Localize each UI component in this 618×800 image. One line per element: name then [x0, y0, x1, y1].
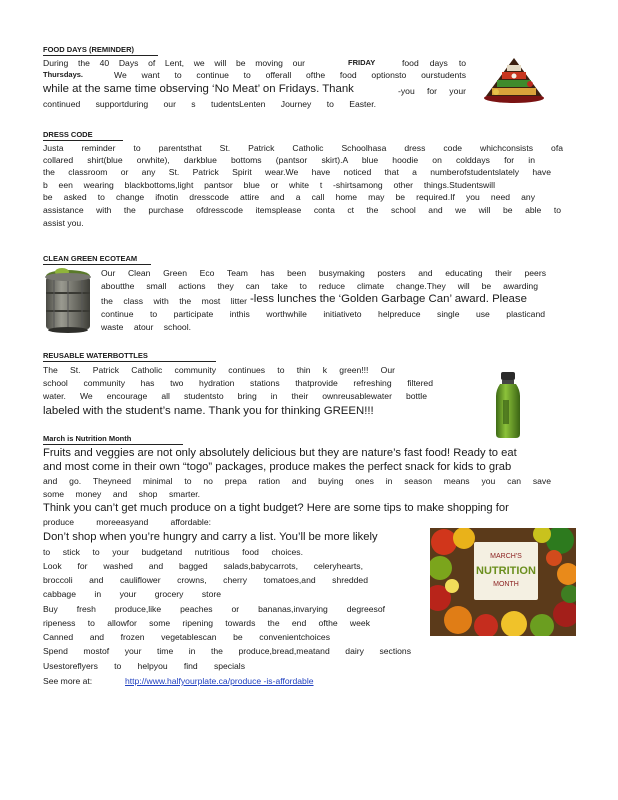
food-line-4: continued supportduring our s tudentsLenten Journey to Easter.: [43, 99, 376, 109]
nutrition-heading: March is Nutrition Month: [43, 434, 183, 445]
eco-line-3b: -less lunches the ‘Golden Garbage Can’ award. Please: [250, 293, 527, 305]
dress-line-1: Justa reminder to parentsthat St. Patrick Catholic Schoolhasa dress code whichconsists ofa: [43, 143, 563, 153]
bottles-line-2: school community has two hydration stations thatprovide refreshing filtered: [43, 378, 433, 388]
banner-marchs: MARCH'S: [490, 553, 522, 560]
food-line-1b: food days to: [402, 58, 466, 68]
food-thursdays: Thursdays.: [43, 70, 84, 79]
eco-line-3: the class with the most litter: [101, 296, 247, 306]
dress-line-2: collared shirt(blue orwhite), darkblue bottoms (pantsor skirt).A blue hoodie on colddays for in: [43, 155, 535, 165]
garbage-can-image: [40, 268, 96, 334]
eco-line-1: Our Clean Green Eco Team has been busymaking posters and educating their peers: [101, 268, 546, 278]
tip-4: Canned and frozen vegetablescan be convenientchoices: [43, 632, 330, 642]
food-line-2: We want to continue to offerall ofthe food optionsto ourstudents: [114, 70, 466, 80]
eco-line-4: continue to participate inthis worthwhile initiativeto helpreduce single use plasticand: [101, 309, 545, 319]
tip-3: Buy fresh produce,like peaches or bananas,invarying degreesof: [43, 604, 385, 614]
dress-line-4: b een wearing blackbottoms,light pantsor blue or white t -shirtsamong other things.Studentswill: [43, 180, 495, 190]
tip-6: Usestoreflyers to helpyou find specials: [43, 661, 245, 671]
dress-code-heading: DRESS CODE: [43, 130, 123, 141]
water-bottles-heading: REUSABLE WATERBOTTLES: [43, 351, 216, 362]
nutrition-line-1: Fruits and veggies are not only absolutely delicious but they are nature’s fast food! Ready to eat: [43, 447, 517, 459]
see-more-label: See more at:: [43, 676, 93, 686]
bottles-line-4: labeled with the student’s name. Thank you for thinking GREEN!!!: [43, 405, 374, 417]
nutrition-line-4: some money and shop smarter.: [43, 489, 200, 499]
banner-month: MONTH: [493, 581, 519, 588]
dress-line-3: the classroom or any St. Patrick Spirit wear.We have noticed that a numberofstudentslately have: [43, 167, 551, 177]
food-line-1: During the 40 Days of Lent, we will be moving our: [43, 58, 305, 68]
nutrition-line-5: produce moreeasyand affordable:: [43, 517, 211, 527]
tip-2-cont: broccoli and cauliflower crowns, cherry tomatoes,and shredded: [43, 575, 368, 585]
food-friday: FRIDAY: [348, 58, 376, 67]
dress-line-6: assistance with the purchase ofdresscode itemsplease conta ct the school and we will be able to: [43, 205, 561, 215]
halfyourplate-link[interactable]: http://www.halfyourplate.ca/produce -is-affordable: [125, 676, 314, 686]
eco-line-5: waste atour school.: [101, 322, 191, 332]
bottles-line-3: water. We encourage all studentsto bring in their ownreusablewater bottle: [43, 391, 427, 401]
tip-5: Spend mostof your time in the produce,bread,meatand dairy sections: [43, 646, 411, 656]
food-days-heading: FOOD DAYS (REMINDER): [43, 45, 158, 56]
tip-1: Don’t shop when you’re hungry and carry a list. You’ll be more likely: [43, 531, 378, 543]
food-pyramid-image: [478, 56, 550, 104]
nutrition-line-3: and go. Theyneed minimal to no prepa ration and buying ones in season means you can save: [43, 476, 551, 486]
tip-3-cont: ripeness to allowfor some ripening towards the end ofthe week: [43, 618, 370, 628]
dress-line-7: assist you.: [43, 218, 84, 228]
tip-2-cont2: cabbage in your grocery store: [43, 589, 221, 599]
eco-line-2: aboutthe small actions they can take to reduce climate change.They will be awarding: [101, 281, 538, 291]
nutrition-question: Think you can’t get much produce on a tight budget? Here are some tips to make shopping for: [43, 502, 509, 514]
tip-1-cont: to stick to your budgetand nutritious food choices.: [43, 547, 303, 557]
tip-2: Look for washed and bagged salads,babycarrots, celeryhearts,: [43, 561, 363, 571]
food-line-3b: -you for your: [398, 86, 466, 96]
food-line-3: while at the same time observing ‘No Meat’ on Fridays. Thank: [43, 83, 354, 95]
eco-team-heading: CLEAN GREEN ECOTEAM: [43, 254, 151, 265]
nutrition-month-produce-image: [430, 528, 576, 636]
bottles-line-1: The St. Patrick Catholic community continues to thin k green!!! Our: [43, 365, 395, 375]
nutrition-line-2: and most come in their own “togo” packages, produce makes the perfect snack for kids to grab: [43, 461, 512, 473]
water-bottle-image: [466, 370, 550, 440]
banner-nutrition: NUTRITION: [476, 565, 536, 577]
dress-line-5: be asked to change ifnotin dresscode attire and a call home may be required.If you need any: [43, 192, 535, 202]
